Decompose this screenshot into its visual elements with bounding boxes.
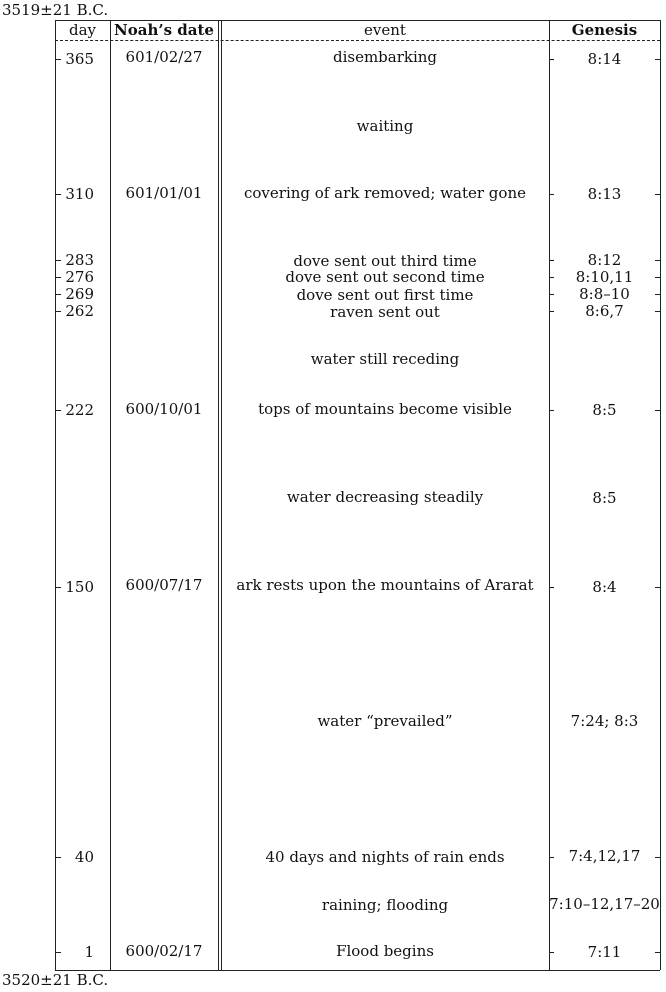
tick-mark — [655, 857, 660, 858]
tick-mark — [56, 857, 61, 858]
tick-mark — [549, 311, 554, 312]
row-noahs-date: 601/02/27 — [125, 48, 203, 66]
row-day: 40 — [74, 848, 94, 866]
tick-mark — [549, 952, 554, 953]
tick-mark — [56, 277, 61, 278]
row-event: 40 days and nights of rain ends — [265, 848, 505, 866]
table-left-border — [55, 20, 56, 970]
tick-mark — [655, 194, 660, 195]
tick-mark — [56, 294, 61, 295]
tick-mark — [655, 952, 660, 953]
row-genesis-ref: 7:24; 8:3 — [570, 712, 639, 730]
row-genesis-ref: 8:13 — [587, 185, 622, 203]
tick-mark — [655, 294, 660, 295]
row-event: disembarking — [332, 48, 438, 66]
tick-mark — [56, 194, 61, 195]
end-era-label: 3520±21 B.C. — [2, 971, 109, 989]
tick-mark — [655, 410, 660, 411]
row-event: waiting — [356, 117, 414, 135]
row-noahs-date: 600/10/01 — [125, 400, 203, 418]
date-column-divider-a — [218, 20, 219, 970]
row-event: tops of mountains become visible — [258, 400, 512, 418]
row-day: 283 — [65, 251, 94, 269]
tick-mark — [56, 260, 61, 261]
tick-mark — [549, 587, 554, 588]
row-genesis-ref: 8:5 — [592, 489, 617, 507]
row-genesis-ref: 8:10,11 — [575, 268, 634, 286]
row-event: raven sent out — [330, 303, 440, 321]
row-noahs-date: 600/02/17 — [125, 942, 203, 960]
table-bottom-rule — [55, 970, 660, 971]
row-event: dove sent out second time — [285, 268, 485, 286]
tick-mark — [56, 311, 61, 312]
tick-mark — [655, 311, 660, 312]
tick-mark — [549, 857, 554, 858]
row-genesis-ref: 8:6,7 — [585, 302, 624, 320]
row-genesis-ref: 8:14 — [587, 50, 622, 68]
tick-mark — [549, 260, 554, 261]
row-day: 269 — [65, 285, 94, 303]
row-genesis-ref: 8:5 — [592, 401, 617, 419]
start-era-label: 3519±21 B.C. — [2, 1, 109, 19]
row-day: 150 — [65, 578, 94, 596]
tick-mark — [549, 410, 554, 411]
row-event: dove sent out third time — [293, 252, 477, 270]
row-day: 262 — [65, 302, 94, 320]
tick-mark — [549, 294, 554, 295]
tick-mark — [56, 410, 61, 411]
tick-mark — [56, 587, 61, 588]
header-day: day — [68, 21, 97, 39]
row-event: Flood begins — [336, 942, 434, 960]
header-event: event — [364, 21, 406, 39]
header-dashed-rule — [55, 40, 660, 41]
row-genesis-ref: 7:10–12,17–20 — [549, 895, 660, 913]
tick-mark — [549, 59, 554, 60]
header-genesis: Genesis — [571, 21, 638, 39]
tick-mark — [655, 277, 660, 278]
row-day: 276 — [65, 268, 94, 286]
row-event: raining; flooding — [321, 896, 449, 914]
row-event: dove sent out first time — [296, 286, 474, 304]
row-genesis-ref: 8:8–10 — [579, 285, 630, 303]
row-genesis-ref: 8:4 — [592, 578, 617, 596]
row-genesis-ref: 8:12 — [587, 251, 622, 269]
tick-mark — [549, 277, 554, 278]
row-event: water still receding — [310, 350, 460, 368]
tick-mark — [549, 194, 554, 195]
table-right-border — [660, 20, 661, 970]
row-day: 1 — [84, 943, 94, 961]
tick-mark — [655, 587, 660, 588]
row-genesis-ref: 7:11 — [587, 943, 622, 961]
row-day: 222 — [65, 401, 94, 419]
tick-mark — [655, 260, 660, 261]
tick-mark — [655, 59, 660, 60]
header-noahs-date: Noah’s date — [114, 21, 214, 39]
row-genesis-ref: 7:4,12,17 — [568, 847, 641, 865]
tick-mark — [56, 59, 61, 60]
row-noahs-date: 600/07/17 — [125, 576, 203, 594]
row-event: water “prevailed” — [317, 712, 453, 730]
row-day: 365 — [65, 50, 94, 68]
row-event: water decreasing steadily — [286, 488, 484, 506]
tick-mark — [56, 952, 61, 953]
row-noahs-date: 601/01/01 — [125, 184, 203, 202]
day-column-divider — [110, 20, 111, 970]
row-day: 310 — [65, 185, 94, 203]
row-event: covering of ark removed; water gone — [244, 184, 526, 202]
row-event: ark rests upon the mountains of Ararat — [236, 576, 534, 594]
